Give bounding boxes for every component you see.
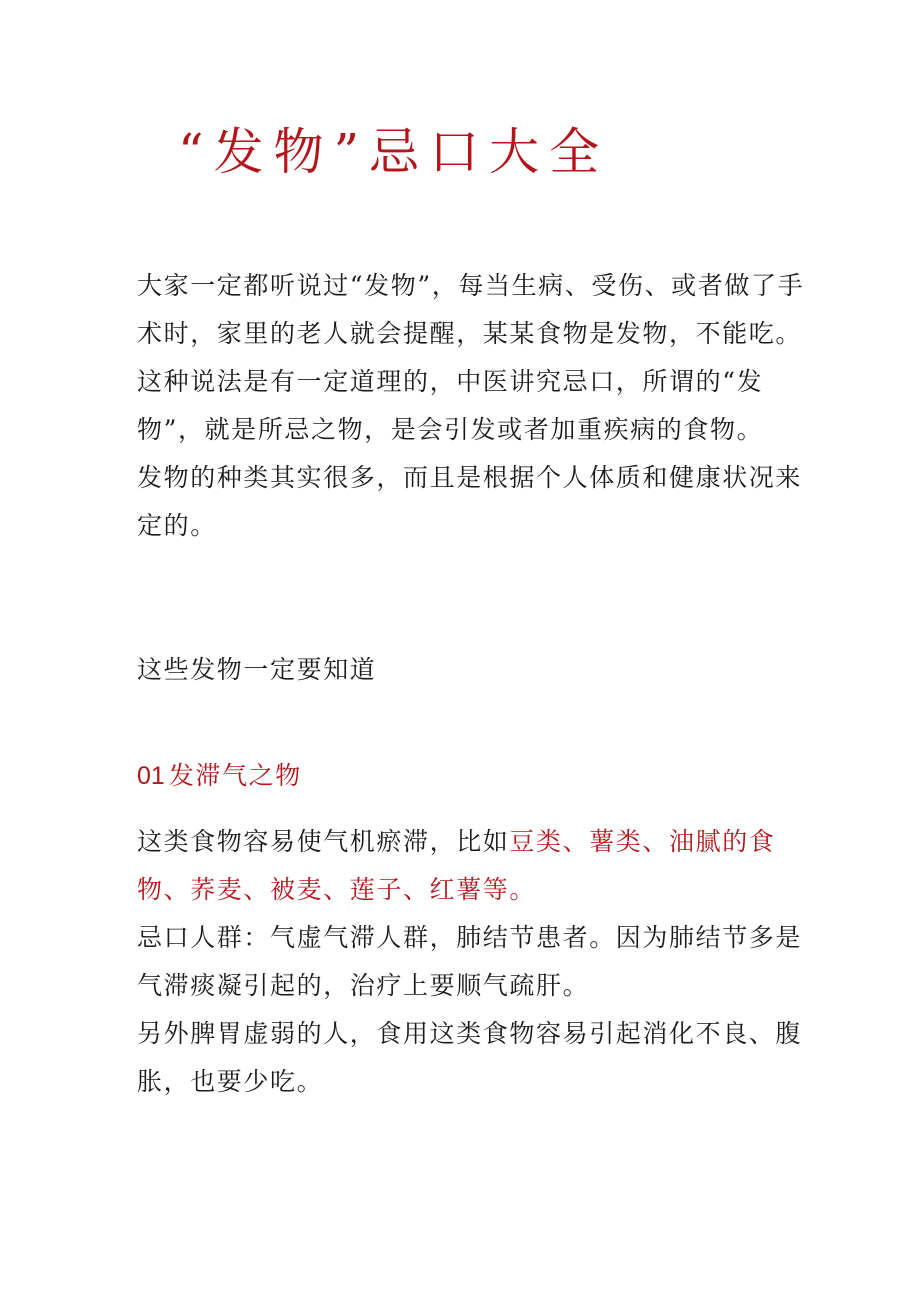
section-text: 这类食物容易使气机瘀滞，比如 — [137, 827, 510, 856]
section-paragraph: 另外脾胃虚弱的人，食用这类食物容易引起消化不良、腹胀，也要少吃。 — [137, 1019, 803, 1096]
highlighted-foods: 豆类、薯类、油腻的食物、荞麦、被麦、莲子、红薯等。 — [137, 827, 776, 904]
section-title-text: 发滞气之物 — [168, 761, 302, 790]
subheading — [137, 646, 827, 694]
subheading-text: 这些发物一定要知道 — [137, 655, 377, 684]
section-paragraph: 忌口人群：气虚气滞人群，肺结节患者。因为肺结节多是气滞痰凝引起的，治疗上要顺气疏肝。 — [137, 923, 803, 1000]
intro-section — [137, 262, 827, 550]
section-number: 01 — [137, 762, 165, 790]
section-paragraph — [137, 818, 827, 914]
intro-paragraph: 大家一定都听说过“发物”，每当生病、受伤、或者做了手术时，家里的老人就会提醒，某某食物是发物，不能吃。 — [137, 271, 805, 348]
section-body — [137, 818, 827, 1106]
document-title: “发物”忌口大全 — [178, 123, 610, 181]
intro-paragraph: 发物的种类其实很多，而且是根据个人体质和健康状况来定的。 — [137, 463, 803, 540]
intro-paragraph: 这种说法是有一定道理的，中医讲究忌口，所谓的“发物”，就是所忌之物，是会引发或者加重疾病的食物。 — [137, 367, 764, 444]
section-heading — [137, 752, 302, 800]
